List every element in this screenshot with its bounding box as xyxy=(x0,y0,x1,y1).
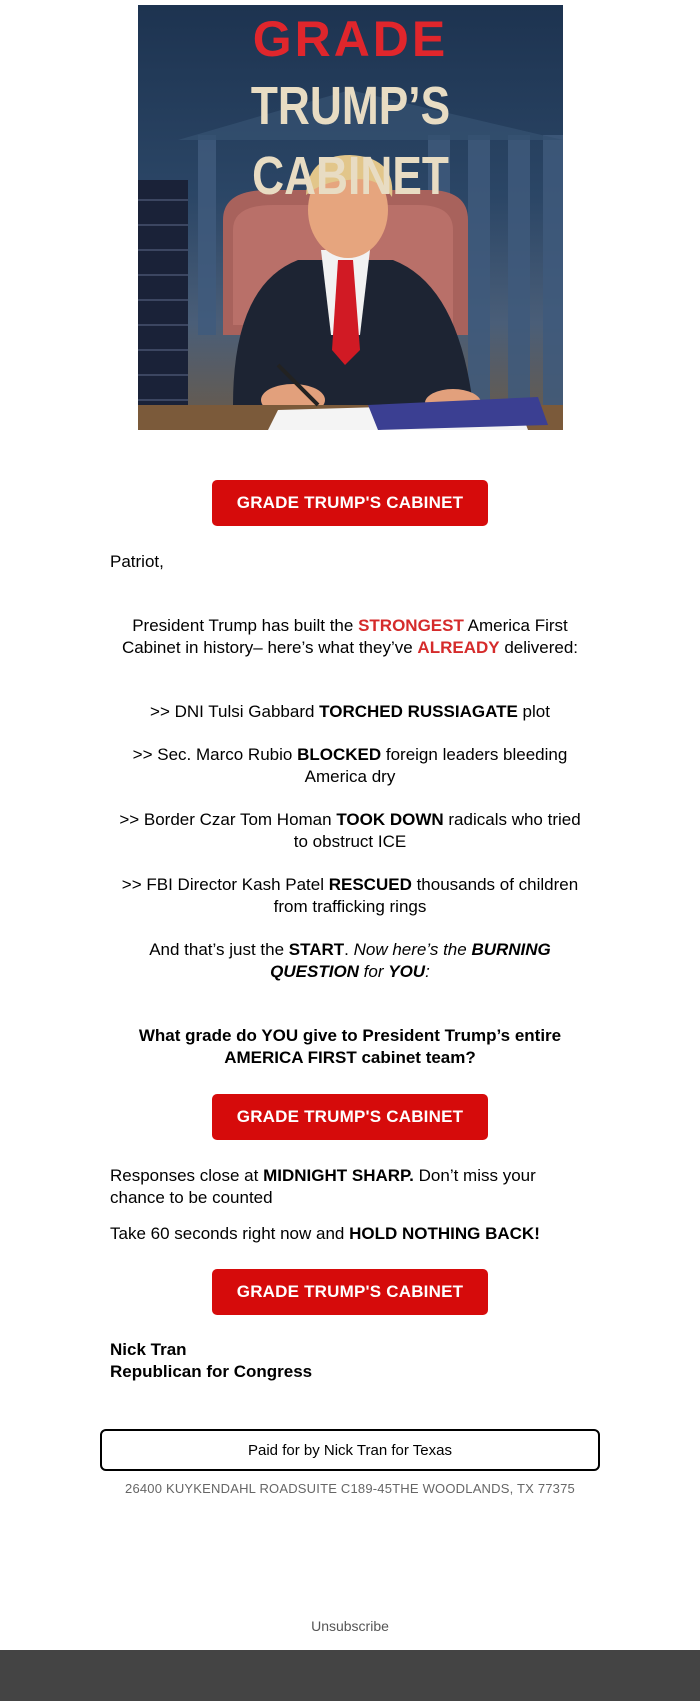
intro-already: ALREADY xyxy=(417,638,500,657)
item-text: plot xyxy=(517,702,550,721)
list-item xyxy=(110,701,590,723)
item-text: >> FBI Director Kash Patel xyxy=(121,875,329,894)
intro-text-3: delivered: xyxy=(499,638,579,657)
footer-bar xyxy=(0,1650,700,1701)
start-italic-2: for xyxy=(358,962,389,981)
take60-line xyxy=(110,1223,590,1245)
hold-nothing-back: HOLD NOTHING BACK! xyxy=(349,1224,540,1243)
item-text: foreign leaders bleeding America dry xyxy=(304,745,568,786)
paid-for-text: Paid for by Nick Tran for Texas xyxy=(248,1441,452,1459)
responses-text-2: Don’t miss your chance to be counted xyxy=(110,1166,536,1207)
item-text: radicals who tried to obstruct ICE xyxy=(293,810,581,851)
grade-cabinet-button-bottom[interactable]: GRADE TRUMP'S CABINET xyxy=(212,1269,488,1315)
list-item xyxy=(110,874,590,918)
responses-line xyxy=(110,1165,590,1209)
signature-name: Nick Tran xyxy=(110,1340,187,1359)
item-text: thousands of children from trafficking rings xyxy=(273,875,579,916)
signature-role: Republican for Congress xyxy=(110,1362,313,1381)
midnight-sharp: MIDNIGHT SHARP. xyxy=(263,1166,414,1185)
item-bold: TORCHED RUSSIAGATE xyxy=(319,702,518,721)
item-bold: BLOCKED xyxy=(297,745,382,764)
unsubscribe-link[interactable]: Unsubscribe xyxy=(311,1618,389,1634)
item-text: >> Border Czar Tom Homan xyxy=(119,810,337,829)
start-italic: Now here’s the xyxy=(353,940,472,959)
hero-image xyxy=(138,5,563,430)
grade-cabinet-button-top[interactable]: GRADE TRUMP'S CABINET xyxy=(212,480,488,526)
item-bold: RESCUED xyxy=(328,875,412,894)
paid-for-disclaimer xyxy=(100,1429,600,1471)
intro-strongest: STRONGEST xyxy=(358,616,464,635)
grade-question: What grade do YOU give to President Trump’s entire AMERICA FIRST cabinet team? xyxy=(138,1026,562,1067)
mailing-address: 26400 KUYKENDAHL ROADSUITE C189-45THE WOODLANDS, TX 77375 xyxy=(125,1481,575,1496)
item-text: >> DNI Tulsi Gabbard xyxy=(150,702,320,721)
start-text: And that’s just the xyxy=(149,940,289,959)
intro-text-2: America First Cabinet in history– here’s what they’ve xyxy=(121,616,568,657)
list-item xyxy=(110,744,590,788)
responses-text: Responses close at xyxy=(110,1166,264,1185)
start-colon: : xyxy=(425,962,430,981)
burning-question: BURNING QUESTION xyxy=(270,940,551,981)
item-text: >> Sec. Marco Rubio xyxy=(132,745,298,764)
list-item xyxy=(110,809,590,853)
start-line xyxy=(110,939,590,983)
start-bold: START xyxy=(288,940,345,959)
hero-grade-heading: GRADE xyxy=(252,11,449,67)
grade-cabinet-button-middle[interactable]: GRADE TRUMP'S CABINET xyxy=(212,1094,488,1140)
intro-text-1: President Trump has built the xyxy=(132,616,359,635)
start-dot: . xyxy=(344,940,354,959)
item-bold: TOOK DOWN xyxy=(336,810,444,829)
take60-text: Take 60 seconds right now and xyxy=(110,1224,350,1243)
greeting: Patriot, xyxy=(110,552,164,571)
intro-paragraph xyxy=(110,615,590,659)
start-you: YOU xyxy=(388,962,426,981)
hero-title: TRUMP’S CABINET xyxy=(250,76,451,206)
